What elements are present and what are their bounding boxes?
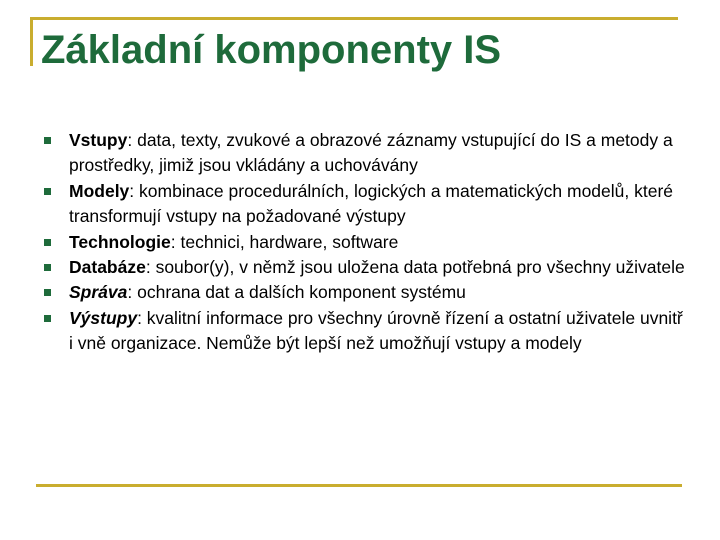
square-bullet-icon [44, 315, 51, 322]
frame-bottom-rule [36, 484, 682, 487]
square-bullet-icon [44, 289, 51, 296]
bullet-text: : kombinace procedurálních, logických a matematických modelů, které transformují vstupy na požadované výstupy [69, 180, 674, 227]
bullet-term: Výstupy [69, 307, 138, 328]
bullet-text: : ochrana dat a dalších komponent systému [127, 282, 466, 303]
bullet-term: Správa [69, 282, 128, 303]
square-bullet-icon [44, 264, 51, 271]
bullet-term: Technologie [69, 231, 171, 252]
frame-left-rule [30, 17, 33, 66]
bullet-item-technologie [40, 230, 690, 255]
bullet-term: Databáze [69, 257, 146, 278]
bullet-item-vystupy [40, 306, 690, 357]
bullet-list [40, 128, 690, 357]
bullet-term: Modely [69, 180, 130, 201]
bullet-item-vstupy [40, 128, 690, 179]
bullet-item-sprava [40, 280, 690, 305]
bullet-text: : technici, hardware, software [170, 231, 399, 252]
bullet-item-modely [40, 179, 690, 230]
bullet-text: : kvalitní informace pro všechny úrovně řízení a ostatní uživatele uvnitř i vně organizace. Nemůže být lepší než umožňují vstupy a modely [69, 307, 683, 354]
square-bullet-icon [44, 239, 51, 246]
bullet-term: Vstupy [69, 130, 128, 150]
bullet-text: : soubor(y), v němž jsou uložena data potřebná pro všechny uživatele [145, 257, 685, 278]
square-bullet-icon [44, 188, 51, 195]
slide-title: Základní komponenty IS [41, 28, 502, 72]
square-bullet-icon [44, 137, 51, 144]
bullet-text: : data, texty, zvukové a obrazové záznamy vstupující do IS a metody a prostředky, jimiž jsou vkládány a uchovávány [69, 130, 673, 176]
frame-top-rule [30, 17, 678, 20]
bullet-item-databaze [40, 255, 690, 280]
